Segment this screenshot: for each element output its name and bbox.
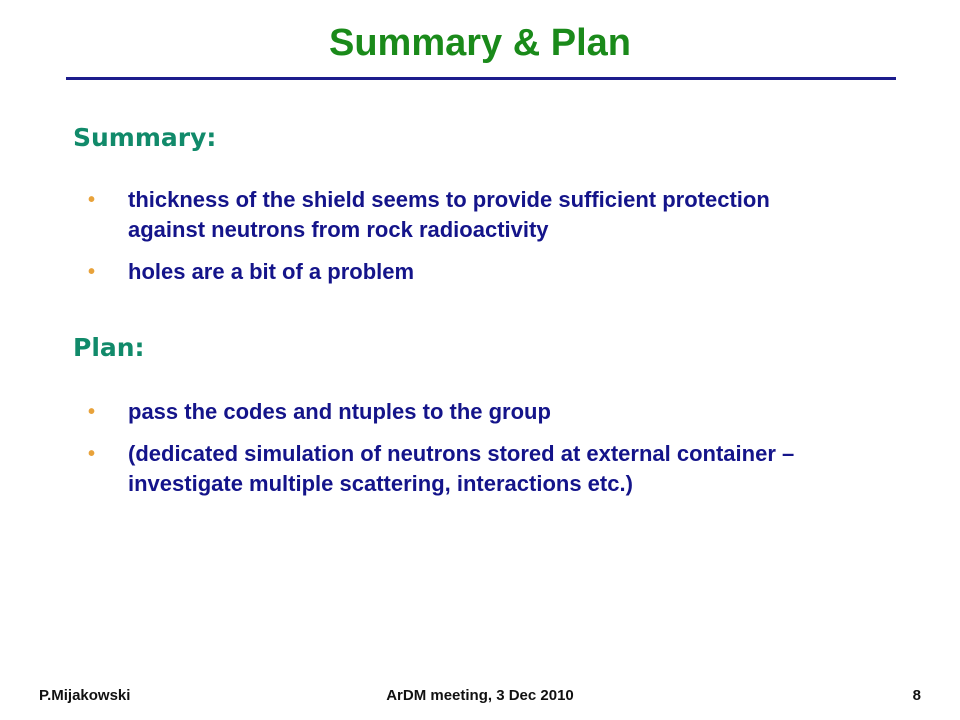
slide-title: Summary & Plan xyxy=(329,22,631,64)
summary-bullet-list xyxy=(88,185,808,299)
summary-bullet-text: holes are a bit of a problem xyxy=(128,259,415,284)
summary-bullet-item xyxy=(88,257,808,287)
bullet-icon: • xyxy=(88,261,96,283)
plan-bullet-item xyxy=(88,397,808,427)
plan-bullet-item xyxy=(88,439,808,499)
bullet-icon: • xyxy=(88,401,96,423)
footer-author: P.Mijakowski xyxy=(39,687,131,704)
bullet-icon: • xyxy=(88,189,96,211)
summary-bullet-item xyxy=(88,185,808,245)
title-divider xyxy=(66,77,896,80)
footer-meeting: ArDM meeting, 3 Dec 2010 xyxy=(386,687,574,704)
bullet-icon: • xyxy=(88,443,96,465)
plan-bullet-text: pass the codes and ntuples to the group xyxy=(128,399,551,424)
summary-bullet-text: thickness of the shield seems to provide sufficient protection against neutrons from rock radioactivity xyxy=(128,187,770,242)
plan-bullet-list xyxy=(88,397,808,511)
plan-heading: Plan: xyxy=(73,333,145,362)
plan-bullet-text: (dedicated simulation of neutrons stored at external container – investigate multiple scattering, interactions etc.) xyxy=(128,441,795,496)
summary-heading: Summary: xyxy=(73,123,217,152)
footer-page-number: 8 xyxy=(912,687,921,704)
